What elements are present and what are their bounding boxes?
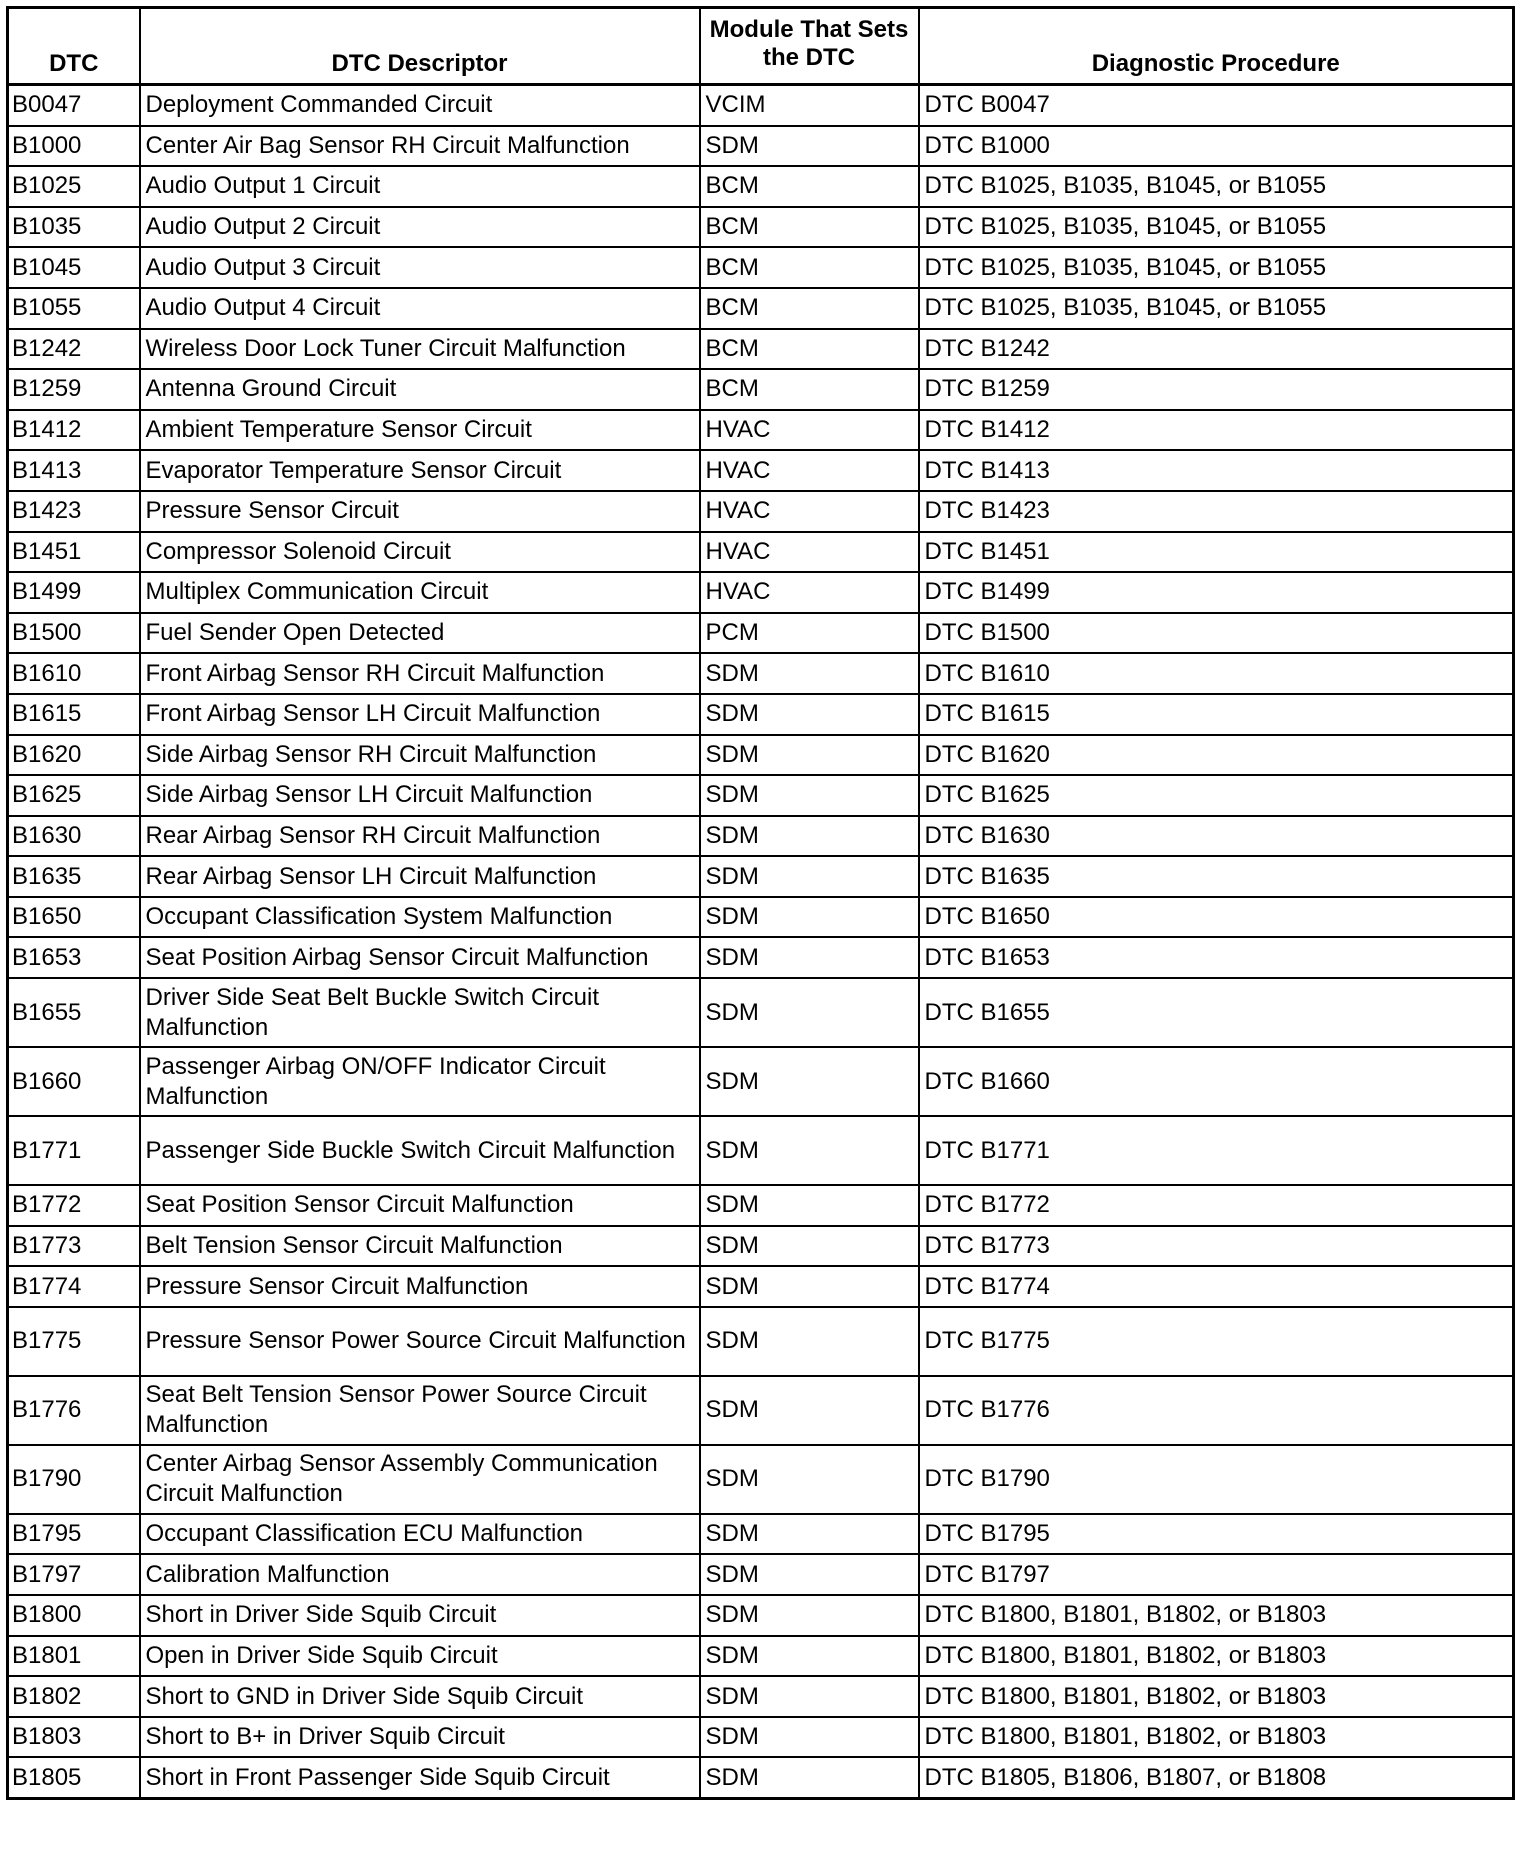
cell-module: BCM [700, 166, 919, 207]
cell-procedure: DTC B1775 [919, 1307, 1514, 1376]
cell-descriptor: Audio Output 1 Circuit [140, 166, 700, 207]
cell-descriptor: Seat Belt Tension Sensor Power Source Circuit Malfunction [140, 1376, 700, 1445]
cell-dtc: B1620 [8, 735, 140, 776]
cell-descriptor: Driver Side Seat Belt Buckle Switch Circuit Malfunction [140, 978, 700, 1047]
cell-descriptor: Audio Output 4 Circuit [140, 288, 700, 329]
cell-descriptor: Side Airbag Sensor LH Circuit Malfunction [140, 775, 700, 816]
table-row [8, 1636, 1514, 1677]
table-row [8, 288, 1514, 329]
cell-module: SDM [700, 1514, 919, 1555]
cell-module: SDM [700, 1636, 919, 1677]
cell-descriptor: Pressure Sensor Power Source Circuit Malfunction [140, 1307, 700, 1376]
cell-procedure: DTC B1795 [919, 1514, 1514, 1555]
cell-dtc: B1805 [8, 1757, 140, 1798]
header-descriptor: DTC Descriptor [140, 8, 700, 85]
header-procedure: Diagnostic Procedure [919, 8, 1514, 85]
cell-dtc: B1797 [8, 1554, 140, 1595]
table-row [8, 532, 1514, 573]
cell-procedure: DTC B1625 [919, 775, 1514, 816]
cell-module: BCM [700, 329, 919, 370]
cell-procedure: DTC B1630 [919, 816, 1514, 857]
cell-dtc: B1045 [8, 247, 140, 288]
cell-module: HVAC [700, 532, 919, 573]
cell-procedure: DTC B1805, B1806, B1807, or B1808 [919, 1757, 1514, 1798]
cell-module: SDM [700, 856, 919, 897]
table-row [8, 329, 1514, 370]
cell-dtc: B1451 [8, 532, 140, 573]
table-row [8, 450, 1514, 491]
cell-procedure: DTC B1800, B1801, B1802, or B1803 [919, 1595, 1514, 1636]
cell-descriptor: Seat Position Sensor Circuit Malfunction [140, 1185, 700, 1226]
cell-procedure: DTC B1771 [919, 1116, 1514, 1185]
cell-dtc: B1790 [8, 1445, 140, 1514]
table-body [8, 85, 1514, 1799]
cell-module: PCM [700, 613, 919, 654]
cell-procedure: DTC B1000 [919, 126, 1514, 167]
cell-dtc: B1625 [8, 775, 140, 816]
table-row [8, 856, 1514, 897]
table-row [8, 1047, 1514, 1116]
cell-descriptor: Ambient Temperature Sensor Circuit [140, 410, 700, 451]
cell-dtc: B1035 [8, 207, 140, 248]
cell-procedure: DTC B1025, B1035, B1045, or B1055 [919, 207, 1514, 248]
cell-procedure: DTC B1650 [919, 897, 1514, 938]
cell-dtc: B1774 [8, 1266, 140, 1307]
cell-module: SDM [700, 1717, 919, 1758]
cell-descriptor: Center Airbag Sensor Assembly Communication Circuit Malfunction [140, 1445, 700, 1514]
cell-descriptor: Antenna Ground Circuit [140, 369, 700, 410]
header-module: Module That Sets the DTC [700, 8, 919, 85]
cell-dtc: B1660 [8, 1047, 140, 1116]
cell-module: SDM [700, 775, 919, 816]
table-row [8, 247, 1514, 288]
cell-dtc: B1413 [8, 450, 140, 491]
table-row [8, 775, 1514, 816]
cell-module: SDM [700, 937, 919, 978]
cell-descriptor: Rear Airbag Sensor RH Circuit Malfunction [140, 816, 700, 857]
cell-procedure: DTC B1025, B1035, B1045, or B1055 [919, 247, 1514, 288]
cell-module: BCM [700, 369, 919, 410]
cell-module: SDM [700, 816, 919, 857]
table-row [8, 653, 1514, 694]
cell-module: SDM [700, 1226, 919, 1267]
table-row [8, 1185, 1514, 1226]
cell-descriptor: Side Airbag Sensor RH Circuit Malfunction [140, 735, 700, 776]
cell-module: SDM [700, 1266, 919, 1307]
cell-dtc: B1610 [8, 653, 140, 694]
cell-descriptor: Calibration Malfunction [140, 1554, 700, 1595]
cell-descriptor: Short in Front Passenger Side Squib Circuit [140, 1757, 700, 1798]
header-dtc: DTC [8, 8, 140, 85]
cell-descriptor: Seat Position Airbag Sensor Circuit Malfunction [140, 937, 700, 978]
table-row [8, 1445, 1514, 1514]
table-row [8, 1514, 1514, 1555]
cell-dtc: B1803 [8, 1717, 140, 1758]
cell-dtc: B1615 [8, 694, 140, 735]
table-row [8, 613, 1514, 654]
dtc-table-page [6, 6, 1512, 1800]
table-row [8, 1116, 1514, 1185]
cell-descriptor: Belt Tension Sensor Circuit Malfunction [140, 1226, 700, 1267]
cell-procedure: DTC B1655 [919, 978, 1514, 1047]
cell-procedure: DTC B1635 [919, 856, 1514, 897]
cell-descriptor: Rear Airbag Sensor LH Circuit Malfunction [140, 856, 700, 897]
cell-dtc: B1650 [8, 897, 140, 938]
cell-module: SDM [700, 1307, 919, 1376]
cell-descriptor: Short to GND in Driver Side Squib Circuit [140, 1676, 700, 1717]
cell-dtc: B1242 [8, 329, 140, 370]
cell-dtc: B0047 [8, 85, 140, 126]
cell-module: SDM [700, 1554, 919, 1595]
table-row [8, 1676, 1514, 1717]
cell-dtc: B1653 [8, 937, 140, 978]
table-row [8, 735, 1514, 776]
cell-descriptor: Occupant Classification ECU Malfunction [140, 1514, 700, 1555]
cell-module: SDM [700, 1757, 919, 1798]
cell-procedure: DTC B1610 [919, 653, 1514, 694]
table-row [8, 369, 1514, 410]
cell-module: BCM [700, 288, 919, 329]
cell-descriptor: Short in Driver Side Squib Circuit [140, 1595, 700, 1636]
cell-procedure: DTC B1776 [919, 1376, 1514, 1445]
table-row [8, 1595, 1514, 1636]
cell-procedure: DTC B1500 [919, 613, 1514, 654]
cell-module: VCIM [700, 85, 919, 126]
table-row [8, 1757, 1514, 1798]
cell-procedure: DTC B1790 [919, 1445, 1514, 1514]
cell-dtc: B1055 [8, 288, 140, 329]
cell-module: SDM [700, 978, 919, 1047]
cell-descriptor: Open in Driver Side Squib Circuit [140, 1636, 700, 1677]
cell-dtc: B1773 [8, 1226, 140, 1267]
cell-module: SDM [700, 653, 919, 694]
cell-module: SDM [700, 1116, 919, 1185]
cell-procedure: DTC B1025, B1035, B1045, or B1055 [919, 288, 1514, 329]
cell-descriptor: Deployment Commanded Circuit [140, 85, 700, 126]
table-row [8, 1717, 1514, 1758]
table-row [8, 85, 1514, 126]
cell-module: SDM [700, 897, 919, 938]
cell-procedure: DTC B1615 [919, 694, 1514, 735]
cell-module: BCM [700, 207, 919, 248]
table-row [8, 1307, 1514, 1376]
cell-procedure: DTC B1413 [919, 450, 1514, 491]
cell-dtc: B1776 [8, 1376, 140, 1445]
cell-module: BCM [700, 247, 919, 288]
cell-descriptor: Evaporator Temperature Sensor Circuit [140, 450, 700, 491]
table-header [8, 8, 1514, 85]
table-row [8, 126, 1514, 167]
cell-procedure: DTC B1800, B1801, B1802, or B1803 [919, 1676, 1514, 1717]
table-row [8, 694, 1514, 735]
cell-descriptor: Front Airbag Sensor LH Circuit Malfunction [140, 694, 700, 735]
cell-descriptor: Center Air Bag Sensor RH Circuit Malfunction [140, 126, 700, 167]
cell-procedure: DTC B1242 [919, 329, 1514, 370]
cell-dtc: B1412 [8, 410, 140, 451]
cell-descriptor: Fuel Sender Open Detected [140, 613, 700, 654]
table-row [8, 1376, 1514, 1445]
cell-descriptor: Short to B+ in Driver Squib Circuit [140, 1717, 700, 1758]
cell-dtc: B1775 [8, 1307, 140, 1376]
cell-descriptor: Audio Output 2 Circuit [140, 207, 700, 248]
table-row [8, 1554, 1514, 1595]
cell-procedure: DTC B1653 [919, 937, 1514, 978]
cell-procedure: DTC B1772 [919, 1185, 1514, 1226]
cell-procedure: DTC B1423 [919, 491, 1514, 532]
cell-descriptor: Passenger Airbag ON/OFF Indicator Circuit Malfunction [140, 1047, 700, 1116]
cell-procedure: DTC B1774 [919, 1266, 1514, 1307]
cell-module: HVAC [700, 491, 919, 532]
cell-descriptor: Multiplex Communication Circuit [140, 572, 700, 613]
cell-dtc: B1423 [8, 491, 140, 532]
cell-module: SDM [700, 1445, 919, 1514]
cell-dtc: B1000 [8, 126, 140, 167]
table-row [8, 572, 1514, 613]
cell-module: SDM [700, 1047, 919, 1116]
table-row [8, 897, 1514, 938]
cell-module: HVAC [700, 450, 919, 491]
table-row [8, 207, 1514, 248]
table-row [8, 978, 1514, 1047]
cell-procedure: DTC B1025, B1035, B1045, or B1055 [919, 166, 1514, 207]
cell-dtc: B1795 [8, 1514, 140, 1555]
table-row [8, 166, 1514, 207]
cell-procedure: DTC B1412 [919, 410, 1514, 451]
cell-dtc: B1025 [8, 166, 140, 207]
cell-procedure: DTC B1800, B1801, B1802, or B1803 [919, 1636, 1514, 1677]
cell-procedure: DTC B1660 [919, 1047, 1514, 1116]
cell-dtc: B1802 [8, 1676, 140, 1717]
cell-descriptor: Pressure Sensor Circuit Malfunction [140, 1266, 700, 1307]
table-row [8, 816, 1514, 857]
cell-dtc: B1655 [8, 978, 140, 1047]
cell-dtc: B1499 [8, 572, 140, 613]
cell-module: SDM [700, 1185, 919, 1226]
cell-descriptor: Wireless Door Lock Tuner Circuit Malfunction [140, 329, 700, 370]
cell-dtc: B1801 [8, 1636, 140, 1677]
cell-procedure: DTC B1620 [919, 735, 1514, 776]
table-row [8, 937, 1514, 978]
cell-procedure: DTC B0047 [919, 85, 1514, 126]
cell-procedure: DTC B1773 [919, 1226, 1514, 1267]
cell-module: HVAC [700, 410, 919, 451]
cell-dtc: B1500 [8, 613, 140, 654]
cell-dtc: B1771 [8, 1116, 140, 1185]
table-row [8, 1266, 1514, 1307]
table-row [8, 1226, 1514, 1267]
cell-module: SDM [700, 1595, 919, 1636]
cell-procedure: DTC B1259 [919, 369, 1514, 410]
cell-module: SDM [700, 694, 919, 735]
cell-procedure: DTC B1451 [919, 532, 1514, 573]
cell-procedure: DTC B1499 [919, 572, 1514, 613]
cell-procedure: DTC B1800, B1801, B1802, or B1803 [919, 1717, 1514, 1758]
cell-dtc: B1259 [8, 369, 140, 410]
header-row [8, 8, 1514, 85]
cell-descriptor: Passenger Side Buckle Switch Circuit Malfunction [140, 1116, 700, 1185]
cell-descriptor: Audio Output 3 Circuit [140, 247, 700, 288]
cell-dtc: B1800 [8, 1595, 140, 1636]
cell-module: SDM [700, 735, 919, 776]
table-row [8, 410, 1514, 451]
cell-dtc: B1772 [8, 1185, 140, 1226]
cell-descriptor: Pressure Sensor Circuit [140, 491, 700, 532]
cell-descriptor: Front Airbag Sensor RH Circuit Malfunction [140, 653, 700, 694]
cell-procedure: DTC B1797 [919, 1554, 1514, 1595]
cell-dtc: B1630 [8, 816, 140, 857]
cell-module: HVAC [700, 572, 919, 613]
table-row [8, 491, 1514, 532]
cell-dtc: B1635 [8, 856, 140, 897]
cell-module: SDM [700, 1376, 919, 1445]
cell-descriptor: Occupant Classification System Malfunction [140, 897, 700, 938]
dtc-table [6, 6, 1515, 1800]
cell-module: SDM [700, 126, 919, 167]
cell-descriptor: Compressor Solenoid Circuit [140, 532, 700, 573]
cell-module: SDM [700, 1676, 919, 1717]
